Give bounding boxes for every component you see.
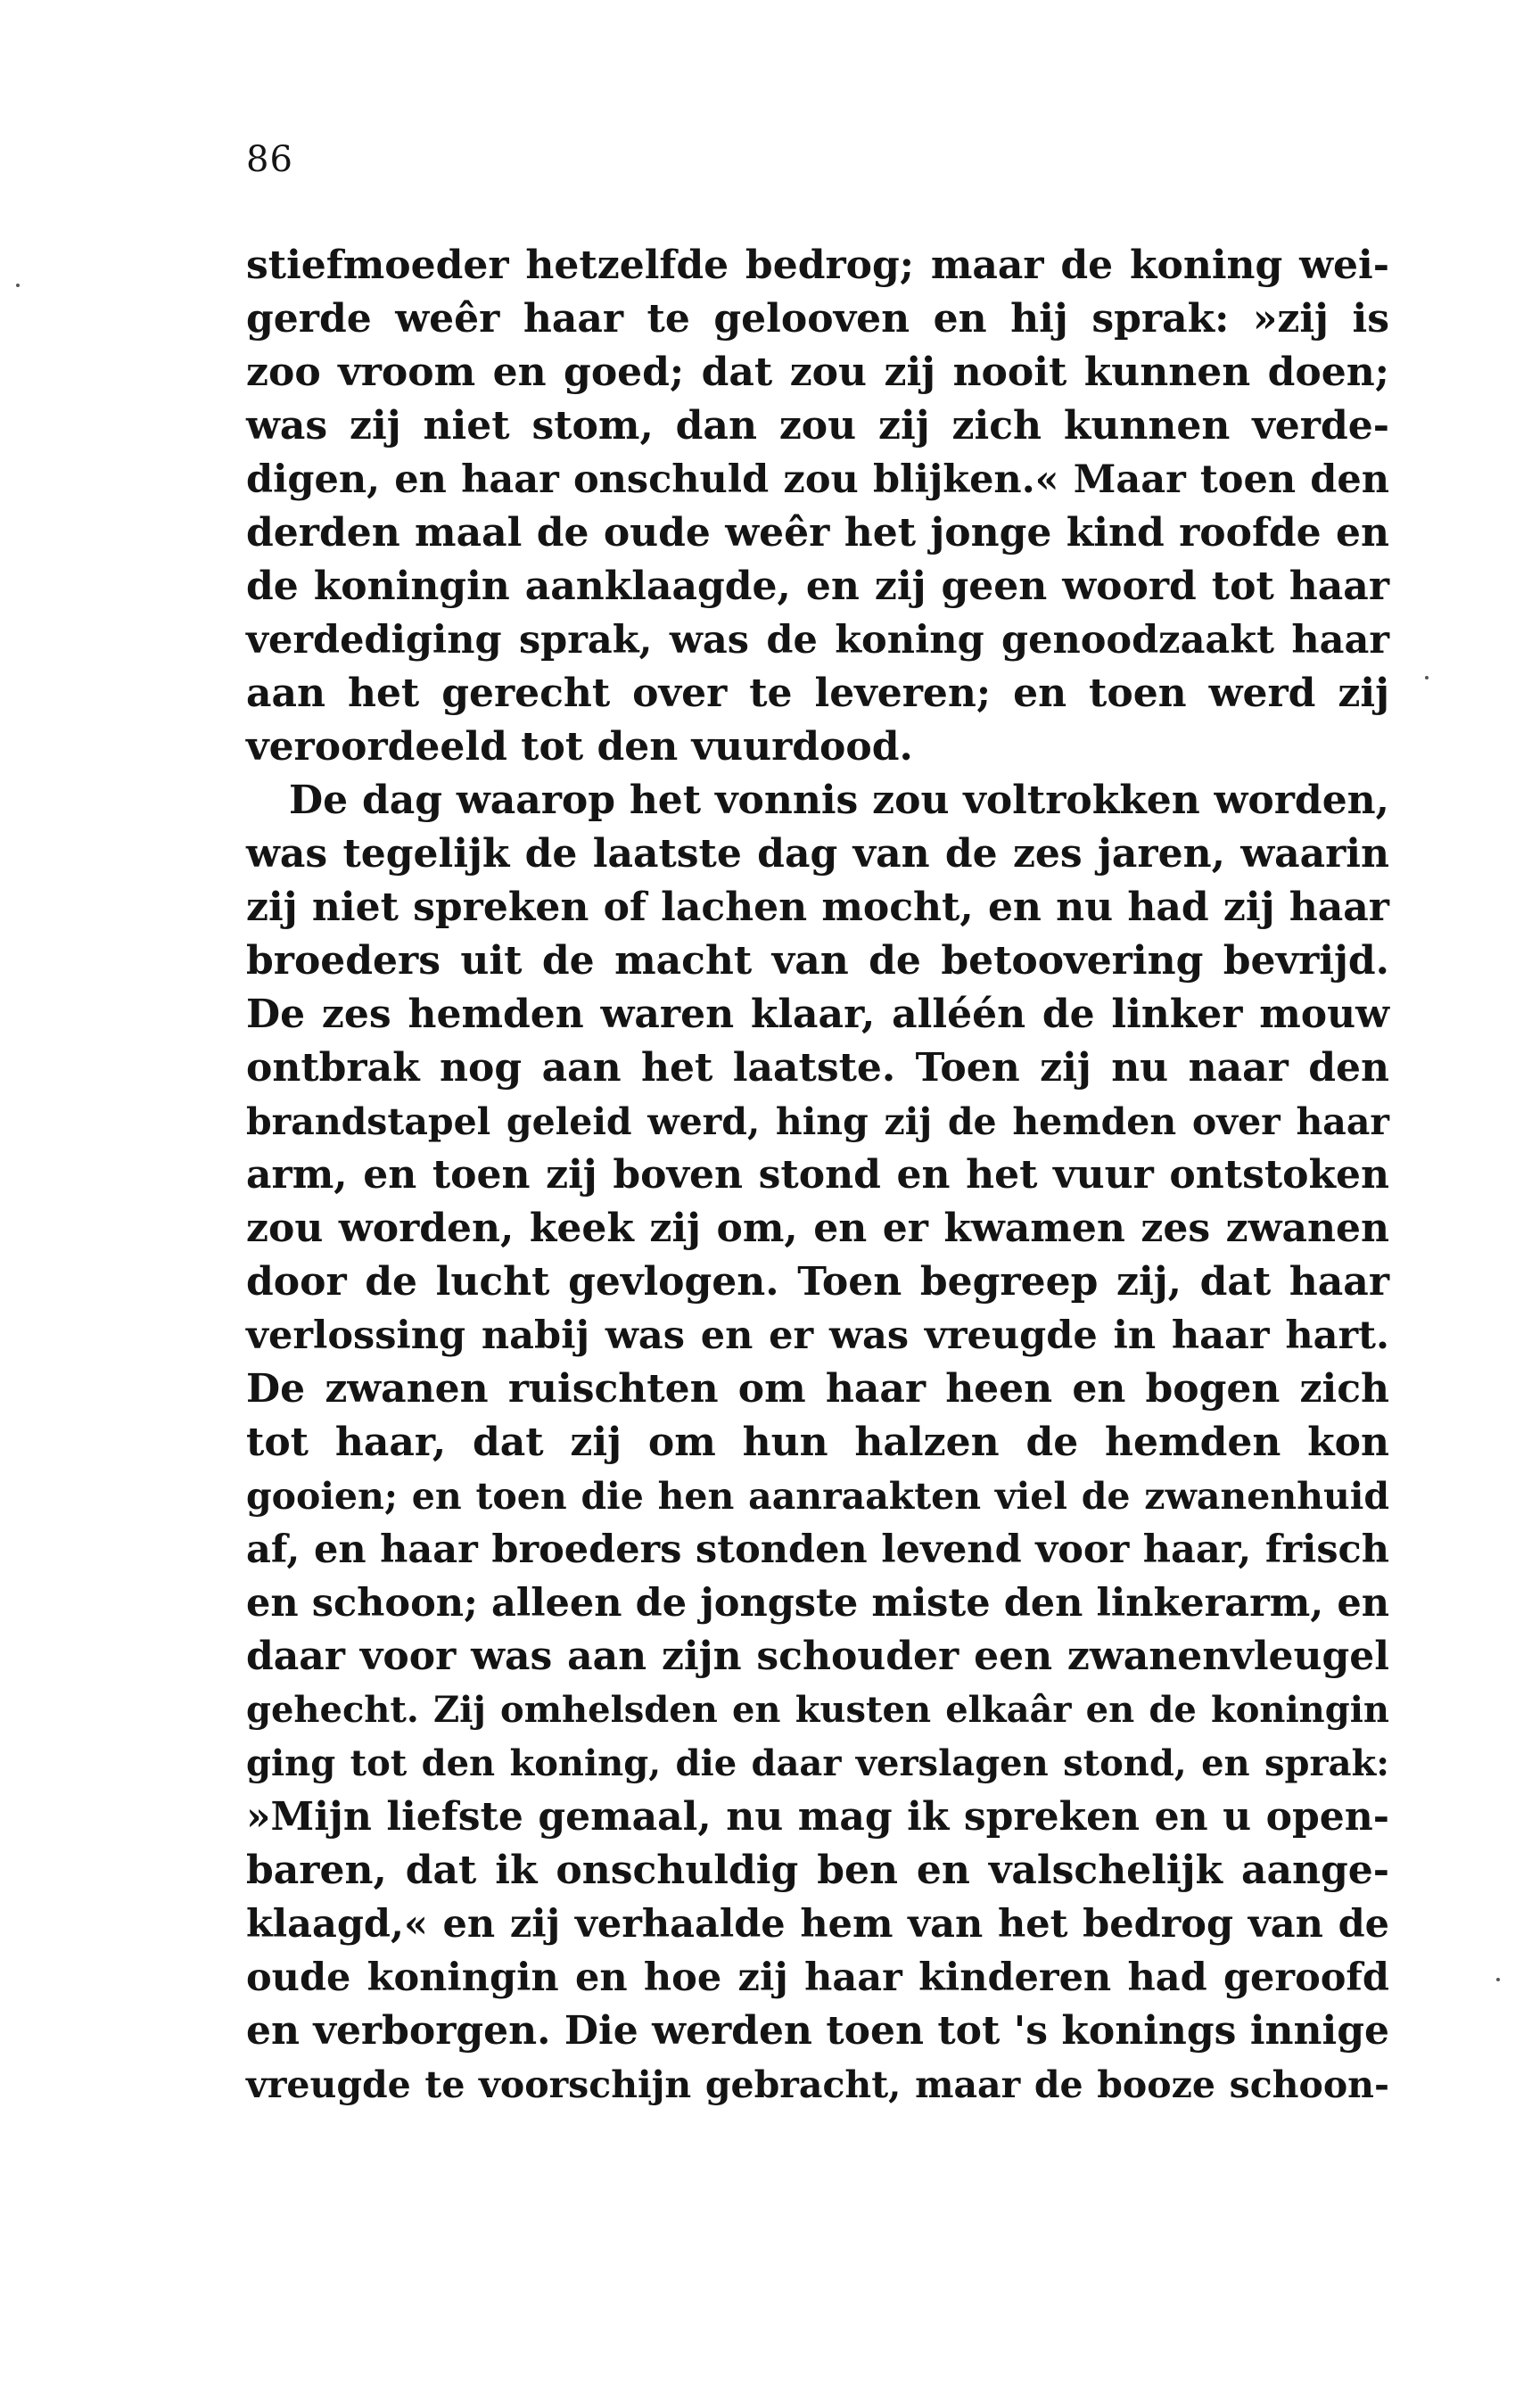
text-line: daar voor was aan zijn schouder een zwanenvleugel [246, 1634, 1389, 1679]
text-line: en verborgen. Die werden toen tot 's konings innige [246, 2008, 1389, 2054]
paragraph-1 [246, 239, 1389, 774]
text-line: aan het gerecht over te leveren; en toen werd zij [246, 671, 1389, 716]
text-line: digen, en haar onschuld zou blijken.« Maar toen den [246, 457, 1389, 502]
text-line: gooien; en toen die hen aanraakten viel de zwanenhuid [246, 1475, 1389, 1518]
text-line: baren, dat ik onschuldig ben en valschelijk aange- [246, 1848, 1389, 1893]
text-line: stiefmoeder hetzelfde bedrog; maar de koning wei- [246, 243, 1389, 288]
text-line: arm, en toen zij boven stond en het vuur ontstoken [246, 1152, 1389, 1198]
text-line: af, en haar broeders stonden levend voor haar, frisch [246, 1527, 1389, 1572]
page-number: 86 [246, 139, 293, 180]
text-line: verlossing nabij was en er was vreugde in haar hart. [246, 1313, 1389, 1358]
text-line: vreugde te voorschijn gebracht, maar de booze schoon- [246, 2063, 1389, 2106]
text-line: brandstapel geleid werd, hing zij de hemden over haar [246, 1100, 1389, 1143]
text-line: ging tot den koning, die daar verslagen stond, en sprak: [246, 1742, 1389, 1784]
text-line: de koningin aanklaagde, en zij geen woord tot haar [246, 564, 1389, 609]
body-text [246, 239, 1389, 2112]
text-line: tot haar, dat zij om hun halzen de hemden kon [246, 1420, 1389, 1465]
text-line: »Mijn liefste gemaal, nu mag ik spreken en u open- [246, 1794, 1389, 1840]
text-line: derden maal de oude weêr het jonge kind roofde en [246, 510, 1389, 556]
text-line: ontbrak nog aan het laatste. Toen zij nu naar den [246, 1045, 1389, 1091]
text-line: verdediging sprak, was de koning genoodzaakt haar [246, 618, 1389, 663]
text-line: gerde weêr haar te gelooven en hij sprak: »zij is [246, 296, 1389, 342]
scan-speck [16, 284, 20, 287]
scan-speck [1496, 1978, 1500, 1981]
text-line: veroordeeld tot den vuurdood. [246, 724, 913, 770]
text-line: zoo vroom en goed; dat zou zij nooit kunnen doen; [246, 350, 1389, 395]
text-line: door de lucht gevlogen. Toen begreep zij, dat haar [246, 1259, 1389, 1305]
text-line: zij niet spreken of lachen mocht, en nu had zij haar [246, 885, 1389, 930]
text-line: De zes hemden waren klaar, alléén de linker mouw [246, 992, 1389, 1037]
text-line: en schoon; alleen de jongste miste den linkerarm, en [246, 1581, 1389, 1626]
text-line: gehecht. Zij omhelsden en kusten elkaâr en de koningin [246, 1689, 1389, 1731]
text-line: zou worden, keek zij om, en er kwamen zes zwanen [246, 1206, 1389, 1251]
paragraph-2 [246, 774, 1389, 2112]
text-line: was tegelijk de laatste dag van de zes jaren, waarin [246, 831, 1389, 877]
text-line: klaagd,« en zij verhaalde hem van het bedrog van de [246, 1902, 1389, 1947]
text-line: De zwanen ruischten om haar heen en bogen zich [246, 1366, 1389, 1412]
text-line: De dag waarop het vonnis zou voltrokken worden, [289, 778, 1389, 823]
text-line: oude koningin en hoe zij haar kinderen had geroofd [246, 1955, 1389, 2000]
text-line: was zij niet stom, dan zou zij zich kunnen verde- [246, 403, 1389, 449]
text-line: broeders uit de macht van de betoovering bevrijd. [246, 938, 1389, 984]
scan-speck [1425, 676, 1429, 679]
